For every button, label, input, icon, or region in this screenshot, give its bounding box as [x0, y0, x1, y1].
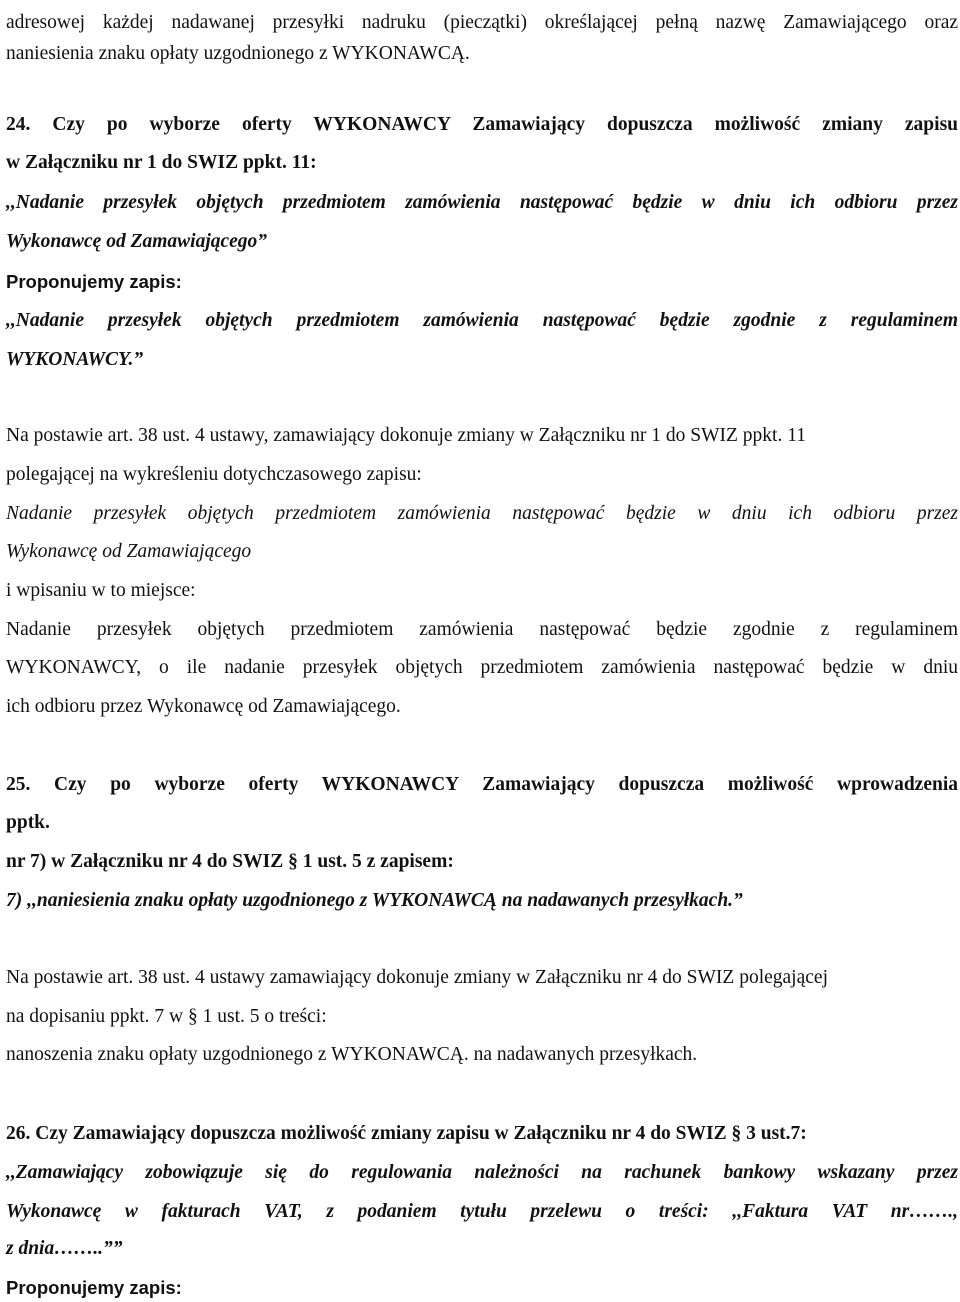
answer-24-line: ich odbioru przez Wykonawcę od Zamawiającego. [6, 696, 401, 717]
answer-25-line: Na postawie art. 38 ust. 4 ustawy zamawiający dokonuje zmiany w Załączniku nr 4 do SWIZ polegającej [6, 967, 828, 988]
question-25-heading-cont: pptk. [6, 812, 50, 833]
question-24-proposal-cont: WYKONAWCY.” [6, 349, 144, 370]
question-26-heading: 26. Czy Zamawiający dopuszcza możliwość zmiany zapisu w Załączniku nr 4 do SWIZ § 3 ust.7: [6, 1123, 807, 1144]
proposal-label: Proponujemy zapis: [6, 1277, 182, 1298]
paragraph-line: naniesienia znaku opłaty uzgodnionego z WYKONAWCĄ. [6, 43, 470, 64]
question-24-quote-cont: Wykonawcę od Zamawiającego” [6, 231, 268, 252]
question-26-quote: ,,Zamawiający zobowiązuje się do regulowania należności na rachunek bankowy wskazany przez [6, 1162, 958, 1183]
answer-24-line: polegającej na wykreśleniu dotychczasowego zapisu: [6, 464, 422, 485]
question-24-heading: 24. Czy po wyborze oferty WYKONAWCY Zamawiający dopuszcza możliwość zmiany zapisu [6, 114, 958, 135]
answer-24-quote-cont: Wykonawcę od Zamawiającego [6, 541, 252, 562]
question-24-proposal: ,,Nadanie przesyłek objętych przedmiotem zamówienia następować będzie zgodnie z regulaminem [6, 310, 958, 331]
question-25-quote: 7) ,,naniesienia znaku opłaty uzgodnionego z WYKONAWCĄ na nadawanych przesyłkach.” [6, 890, 743, 911]
proposal-label: Proponujemy zapis: [6, 271, 182, 292]
question-24-heading-cont: w Załączniku nr 1 do SWIZ ppkt. 11: [6, 152, 317, 173]
question-26-quote-cont: Wykonawcę w fakturach VAT, z podaniem tytułu przelewu o treści: ,,Faktura VAT nr……., [6, 1201, 958, 1222]
answer-24-line: i wpisaniu w to miejsce: [6, 580, 196, 601]
answer-24-quote: Nadanie przesyłek objętych przedmiotem zamówienia następować będzie w dniu ich odbioru przez [6, 503, 958, 524]
answer-24-line: Na postawie art. 38 ust. 4 ustawy, zamawiający dokonuje zmiany w Załączniku nr 1 do SWIZ ppkt. 11 [6, 425, 807, 446]
paragraph-line: adresowej każdej nadawanej przesyłki nadruku (pieczątki) określającej pełną nazwę Zamawiającego oraz [6, 12, 958, 33]
answer-24-line: Nadanie przesyłek objętych przedmiotem zamówienia następować będzie zgodnie z regulaminem [6, 619, 958, 640]
question-25-heading: 25. Czy po wyborze oferty WYKONAWCY Zamawiający dopuszcza możliwość wprowadzenia [6, 774, 958, 795]
question-24-quote: ,,Nadanie przesyłek objętych przedmiotem zamówienia następować będzie w dniu ich odbioru przez [6, 192, 958, 213]
answer-25-line: na dopisaniu ppkt. 7 w § 1 ust. 5 o treści: [6, 1006, 327, 1027]
answer-24-line: WYKONAWCY, o ile nadanie przesyłek objętych przedmiotem zamówienia następować będzie w dniu [6, 657, 958, 678]
question-25-heading-cont: nr 7) w Załączniku nr 4 do SWIZ § 1 ust. 5 z zapisem: [6, 851, 454, 872]
question-26-quote-cont: z dnia……..”” [6, 1238, 123, 1259]
answer-25-line: nanoszenia znaku opłaty uzgodnionego z WYKONAWCĄ. na nadawanych przesyłkach. [6, 1044, 698, 1065]
